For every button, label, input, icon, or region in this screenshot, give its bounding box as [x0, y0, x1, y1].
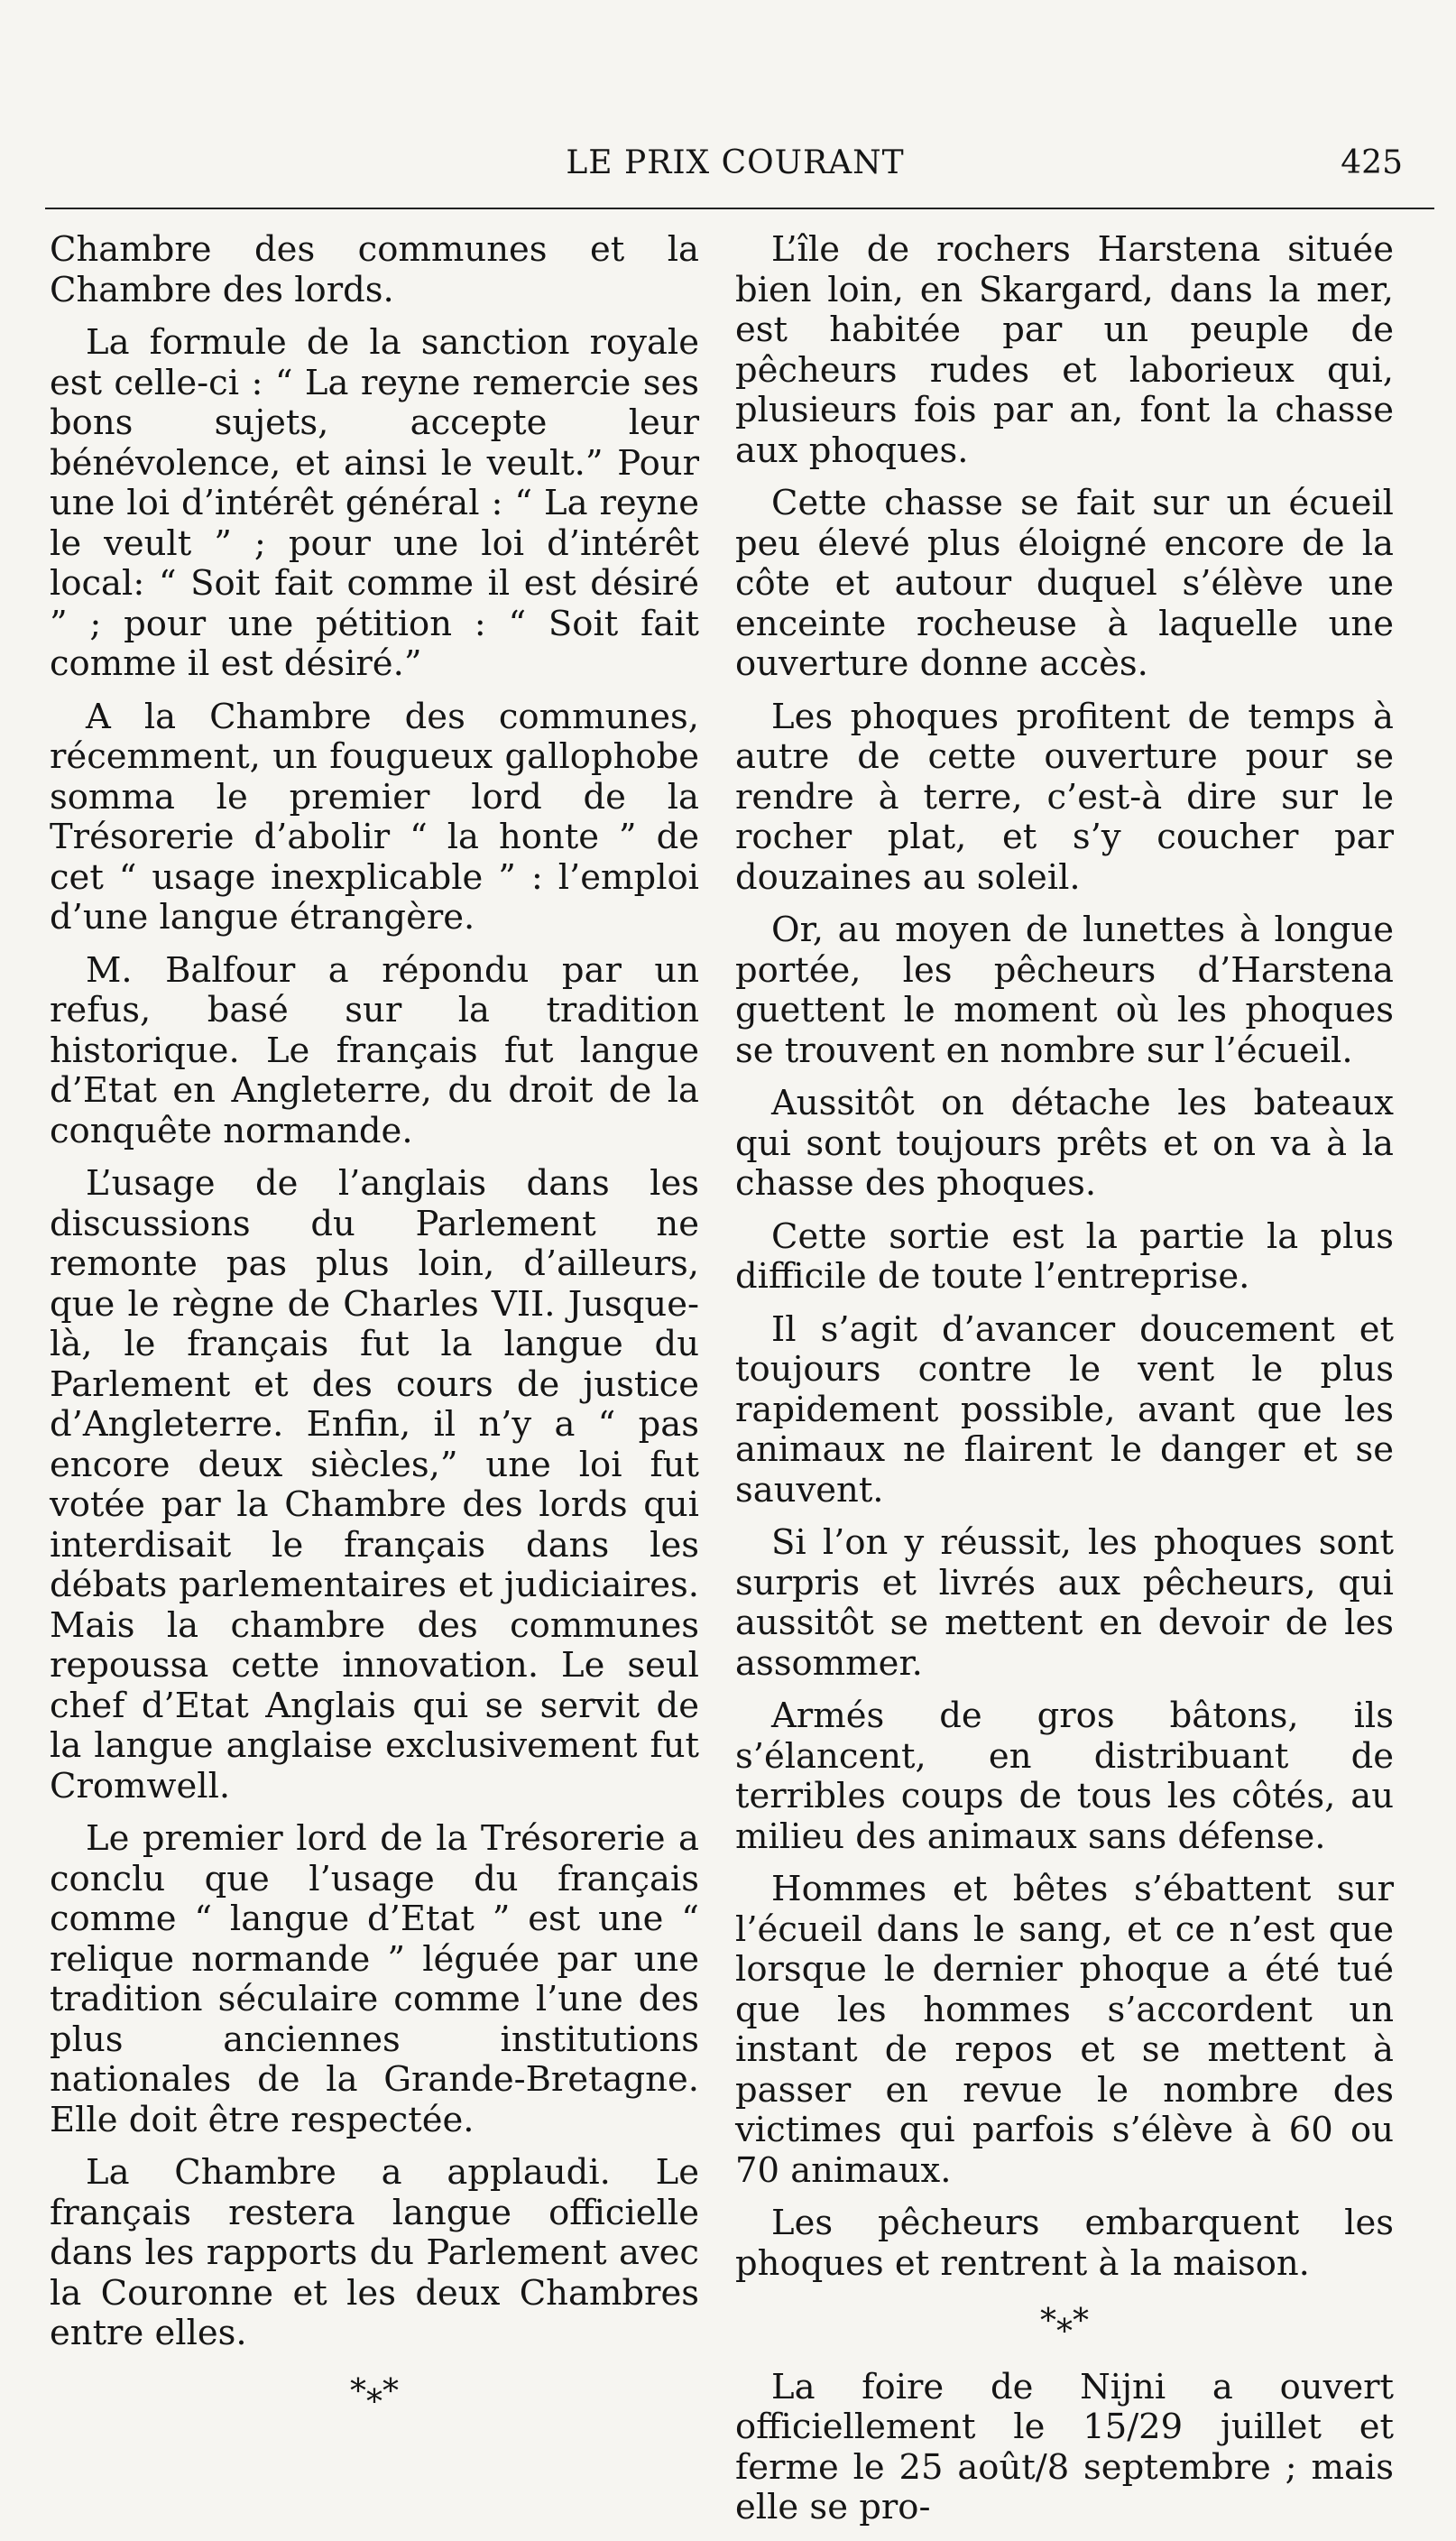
page-number: 425: [1341, 144, 1403, 181]
paragraph: Il s’agit d’avancer doucement et toujours contre le vent le plus rapidement possible, avant que les animaux ne flairent le danger et se sauvent.: [735, 1308, 1394, 1511]
page-title: LE PRIX COURANT: [566, 144, 905, 181]
header-rule: [45, 208, 1434, 209]
paragraph: M. Balfour a répondu par un refus, basé sur la tradition historique. Le français fut langue d’Etat en Angleterre, du droit de la conquête normande.: [50, 949, 699, 1151]
section-separator: *⁎*: [350, 2372, 399, 2410]
paragraph: L’île de rochers Harstena située bien loin, en Skargard, dans la mer, est habitée par un peuple de pêcheurs rudes et laborieux qui, plusieurs fois par an, font la chasse aux phoques.: [735, 229, 1394, 471]
paragraph: Les pêcheurs embarquent les phoques et rentrent à la maison.: [735, 2203, 1394, 2284]
paragraph: Les phoques profitent de temps à autre de cette ouverture pour se rendre à terre, c’est-à dire sur le rocher plat, et s’y coucher par douzaines au soleil.: [735, 696, 1394, 898]
paragraph: A la Chambre des communes, récemment, un fougueux gallophobe somma le premier lord de la Trésorerie d’abolir “ la honte ” de cet “ usage inexplicable ” : l’emploi d’une langue étrangère.: [50, 696, 699, 938]
paragraph: Chambre des communes et la Chambre des lords.: [50, 229, 699, 310]
paragraph: Or, au moyen de lunettes à longue portée, les pêcheurs d’Harstena guettent le moment où les phoques se trouvent en nombre sur l’écueil.: [735, 910, 1394, 1071]
paragraph: La foire de Nijni a ouvert officiellement le 15/29 juillet et ferme le 25 août/8 septembre ; mais elle se pro-: [735, 2366, 1394, 2527]
paragraph: Armés de gros bâtons, ils s’élancent, en distribuant de terribles coups de tous les côtés, au milieu des animaux sans défense.: [735, 1696, 1394, 1857]
right-column: [735, 230, 1394, 2541]
paragraph: Si l’on y réussit, les phoques sont surpris et livrés aux pêcheurs, qui aussitôt se mettent en devoir de les assommer.: [735, 1522, 1394, 1684]
paragraph: Cette chasse se fait sur un écueil peu élevé plus éloigné encore de la côte et autour duquel s’élève une enceinte rocheuse à laquelle une ouverture donne accès.: [735, 483, 1394, 684]
left-column: [50, 230, 699, 2437]
paragraph: Le premier lord de la Trésorerie a conclu que l’usage du français comme “ langue d’Etat ” est une “ relique normande ” léguée par une tradition séculaire comme l’une des plus anciennes institutions nationales de la Grande-Bretagne. Elle doit être respectée.: [50, 1818, 699, 2140]
page-header: [45, 144, 1425, 199]
paragraph: Cette sortie est la partie la plus difficile de toute l’entreprise.: [735, 1215, 1394, 1297]
section-separator: *⁎*: [1040, 2303, 1089, 2340]
paragraph: Aussitôt on détache les bateaux qui sont toujours prêts et on va à la chasse des phoques.: [735, 1083, 1394, 1204]
paragraph: L’usage de l’anglais dans les discussions du Parlement ne remonte pas plus loin, d’ailleurs, que le règne de Charles VII. Jusque-là, le français fut la langue du Parlement et des cours de justice d’Angleterre. Enfin, il n’y a “ pas encore deux siècles,” une loi fut votée par la Chambre des lords qui interdisait le français dans les débats parlementaires et judiciaires. Mais la chambre des communes repoussa cette innovation. Le seul chef d’Etat Anglais qui se servit de la langue anglaise exclusivement fut Cromwell.: [50, 1163, 699, 1806]
paragraph: La formule de la sanction royale est celle-ci : “ La reyne remercie ses bons sujets, accepte leur bénévolence, et ainsi le veult.” Pour une loi d’intérêt général : “ La reyne le veult ” ; pour une loi d’intérêt local: “ Soit fait comme il est désiré ” ; pour une pétition : “ Soit fait comme il est désiré.”: [50, 322, 699, 684]
paragraph: Hommes et bêtes s’ébattent sur l’écueil dans le sang, et ce n’est que lorsque le dernier phoque a été tué que les hommes s’accordent un instant de repos et se mettent à passer en revue le nombre des victimes qui parfois s’élève à 60 ou 70 animaux.: [735, 1869, 1394, 2191]
paragraph: La Chambre a applaudi. Le français restera langue officielle dans les rapports du Parlement avec la Couronne et les deux Chambres entre elles.: [50, 2152, 699, 2353]
